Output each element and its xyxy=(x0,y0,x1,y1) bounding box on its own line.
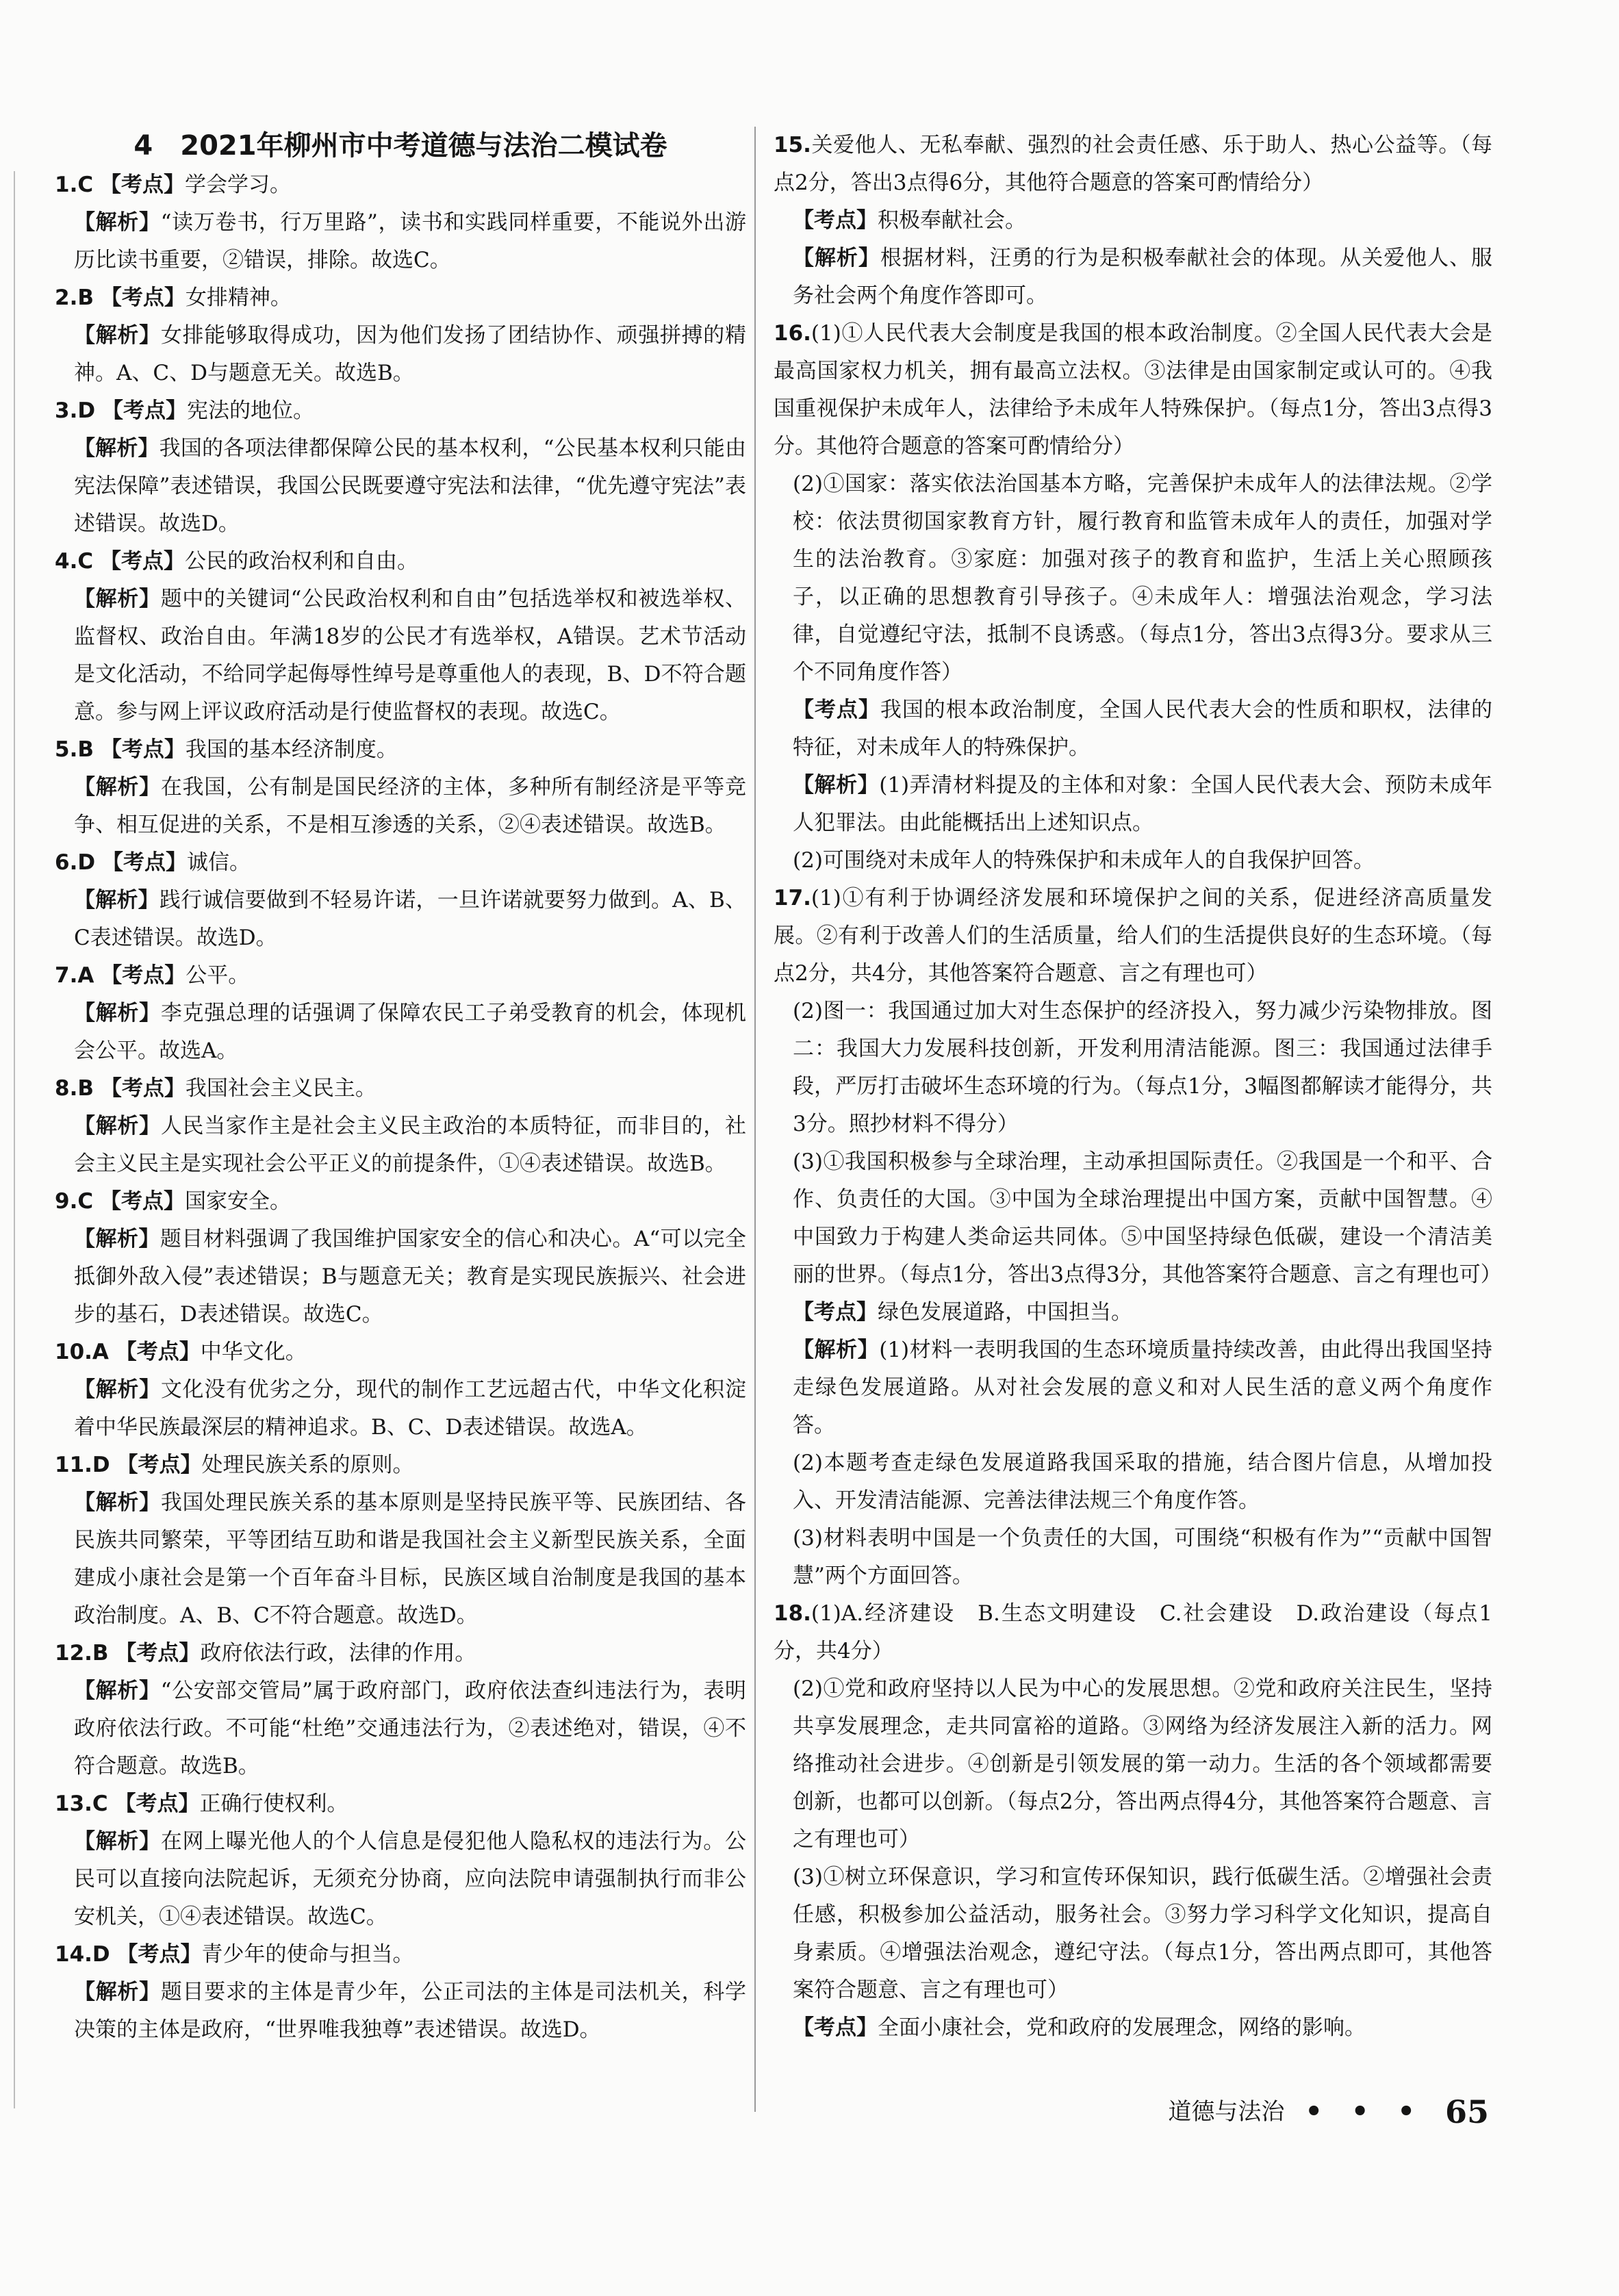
kaodian-tag: 【考点】 xyxy=(100,285,186,310)
kaodian-text: 公民的政治权利和自由。 xyxy=(184,549,418,574)
analysis-text: 在我国，公有制是国民经济的主体，多种所有制经济是平等竞争、相互促进的关系，不是相互渗透的关系，②④表述错误。故选B。 xyxy=(74,775,747,837)
answer-item xyxy=(55,731,746,844)
analysis-tag: 【解析】 xyxy=(74,775,161,800)
analysis-text: 人民当家作主是社会主义民主政治的本质特征，而非目的，社会主义民主是实现社会公平正义的前提条件，①④表述错误。故选B。 xyxy=(74,1114,747,1176)
answer-line-text: (2)本题考查走绿色发展道路我国采取的措施，结合图片信息，从增加投入、开发清洁能源、完善法律法规三个角度作答。 xyxy=(793,1451,1492,1513)
answer-item xyxy=(774,127,1492,315)
analysis-line xyxy=(55,581,746,731)
kaodian-tag: 【考点】 xyxy=(100,1076,186,1101)
analysis-line xyxy=(55,1371,746,1446)
answer-line xyxy=(774,1670,1492,1859)
answer-intro: (1)①人民代表大会制度是我国的根本政治制度。②全国人民代表大会是最高国家权力机关，拥有最高立法权。③法律是由国家制定或认可的。④我国重视保护未成年人，法律给予未成年人特殊保护。（每点1分，答出3点得3分。其他符合题意的答案可酌情给分） xyxy=(774,321,1492,459)
answer-line-text: 绿色发展道路，中国担当。 xyxy=(878,1300,1132,1325)
answer-head xyxy=(55,731,746,769)
answer-line xyxy=(774,2009,1492,2047)
analysis-line xyxy=(55,882,746,957)
analysis-line xyxy=(55,1484,746,1635)
answer-number: 6.D xyxy=(55,850,96,875)
answer-line-text: (2)可围绕对未成年人的特殊保护和未成年人的自我保护回答。 xyxy=(793,848,1375,873)
answer-line-text: (2)①党和政府坚持以人民为中心的发展思想。②党和政府关注民生，坚持共享发展理念，走共同富裕的道路。③网络为经济发展注入新的活力。网络推动社会进步。④创新是引领发展的第一动力。生活的各个领域都需要创新，也都可以创新。（每点2分，答出两点得4分，其他答案符合题意、言之有理也可） xyxy=(793,1676,1492,1852)
analysis-tag: 【解析】 xyxy=(74,1001,161,1025)
answer-line xyxy=(774,993,1492,1143)
answer-line xyxy=(774,240,1492,315)
left-answer-list xyxy=(55,166,746,2049)
answer-item xyxy=(55,543,746,731)
answer-item xyxy=(55,1785,746,1936)
analysis-text: 题中的关键词“公民政治权利和自由”包括选举权和被选举权、监督权、政治自由。年满18岁的公民才有选举权，A错误。艺术节活动是文化活动，不给同学起侮辱性绰号是尊重他人的表现，B、D不符合题意。参与网上评议政府活动是行使监督权的表现。故选C。 xyxy=(74,587,746,724)
answer-head xyxy=(55,1334,746,1371)
answer-line-text: 根据材料，汪勇的行为是积极奉献社会的体现。从关爱他人、服务社会两个角度作答即可。 xyxy=(793,246,1493,308)
answer-line-text: 我国的根本政治制度，全国人民代表大会的性质和职权，法律的特征，对未成年人的特殊保护。 xyxy=(793,698,1493,760)
answer-item xyxy=(55,166,746,279)
answer-number: 4.C xyxy=(55,549,94,574)
answer-line-text: 全面小康社会，党和政府的发展理念，网络的影响。 xyxy=(878,2015,1366,2040)
answer-head xyxy=(774,127,1492,202)
answer-head xyxy=(55,1785,746,1823)
kaodian-tag: 【考点】 xyxy=(99,549,185,574)
analysis-tag: 【解析】 xyxy=(74,587,161,611)
analysis-tag: 【解析】 xyxy=(74,1227,160,1251)
answer-head xyxy=(55,279,746,317)
answer-item xyxy=(55,1446,746,1635)
kaodian-text: 正确行使权利。 xyxy=(199,1791,348,1816)
kaodian-tag: 【考点】 xyxy=(115,1340,201,1364)
answer-line xyxy=(774,1294,1492,1331)
footer-subject: 道德与法治 xyxy=(1168,2098,1285,2126)
kaodian-text: 处理民族关系的原则。 xyxy=(201,1453,414,1477)
analysis-text: 文化没有优劣之分，现代的制作工艺远超古代，中华文化积淀着中华民族最深层的精神追求。B、C、D表述错误。故选A。 xyxy=(74,1377,747,1440)
kaodian-tag: 【考点】 xyxy=(116,1942,202,1967)
analysis-line xyxy=(55,1974,746,2049)
answer-line xyxy=(774,1444,1492,1520)
analysis-line xyxy=(55,1108,746,1183)
answer-item xyxy=(55,392,746,543)
answer-head xyxy=(55,1446,746,1484)
kaodian-text: 我国社会主义民主。 xyxy=(185,1076,377,1101)
kaodian-text: 女排精神。 xyxy=(185,285,292,310)
page-number: 65 xyxy=(1444,2093,1489,2130)
page-title: 4 2021年柳州市中考道德与法治二模试卷 xyxy=(133,130,667,162)
analysis-text: 女排能够取得成功，因为他们发扬了团结协作、顽强拼搏的精神。A、C、D与题意无关。故选B。 xyxy=(74,323,747,385)
answer-line xyxy=(774,767,1492,842)
analysis-text: “公安部交管局”属于政府部门，政府依法查纠违法行为，表明政府依法行政。不可能“杜绝”交通违法行为，②表述绝对，错误，④不符合题意。故选B。 xyxy=(74,1679,746,1778)
answer-line xyxy=(774,1143,1502,1294)
answer-intro: (1)①有利于协调经济发展和环境保护之间的关系，促进经济高质量发展。②有利于改善人们的生活质量，给人们的生活提供良好的生态环境。（每点2分，共4分，其他答案符合题意、言之有理也可） xyxy=(774,886,1492,986)
answer-item xyxy=(774,315,1492,880)
answer-line-text: 积极奉献社会。 xyxy=(878,208,1026,233)
analysis-tag: 【解析】 xyxy=(74,1490,161,1515)
analysis-line xyxy=(55,430,746,543)
kaodian-tag: 【考点】 xyxy=(114,1791,200,1816)
answer-number: 16. xyxy=(774,321,811,346)
answer-line-tag: 【解析】 xyxy=(793,1338,880,1362)
answer-head xyxy=(774,880,1492,993)
analysis-line xyxy=(55,317,746,392)
answer-head xyxy=(55,392,746,430)
kaodian-tag: 【考点】 xyxy=(116,1453,202,1477)
analysis-line xyxy=(55,995,746,1070)
answer-number: 2.B xyxy=(55,285,94,310)
analysis-tag: 【解析】 xyxy=(74,1829,161,1854)
answer-line-tag: 【考点】 xyxy=(793,1300,878,1325)
answer-line xyxy=(774,691,1492,767)
kaodian-tag: 【考点】 xyxy=(115,1641,201,1666)
left-margin-rule xyxy=(14,171,15,2108)
answer-head xyxy=(774,1595,1492,1670)
answer-number: 3.D xyxy=(55,398,96,423)
answer-number: 12.B xyxy=(55,1641,109,1666)
kaodian-tag: 【考点】 xyxy=(101,850,187,875)
analysis-text: 在网上曝光他人的个人信息是侵犯他人隐私权的违法行为。公民可以直接向法院起诉，无须充分协商，应向法院申请强制执行而非公安机关，①④表述错误。故选C。 xyxy=(74,1829,747,1929)
answer-head xyxy=(55,957,746,995)
analysis-tag: 【解析】 xyxy=(74,323,161,348)
answer-head xyxy=(55,844,746,882)
answer-line-text: (1)材料一表明我国的生态环境质量持续改善，由此得出我国坚持走绿色发展道路。从对社会发展的意义和对人民生活的意义两个角度作答。 xyxy=(793,1338,1493,1438)
answer-item xyxy=(55,1334,746,1446)
kaodian-text: 青少年的使命与担当。 xyxy=(201,1942,414,1967)
answer-number: 8.B xyxy=(55,1076,94,1101)
analysis-text: 我国处理民族关系的基本原则是坚持民族平等、民族团结、各民族共同繁荣，平等团结互助和谐是我国社会主义新型民族关系，全面建成小康社会是第一个百年奋斗目标，民族区域自治制度是我国的基本政治制度。A、B、C不符合题意。故选D。 xyxy=(74,1490,747,1628)
analysis-tag: 【解析】 xyxy=(74,1377,161,1402)
answer-head xyxy=(774,315,1492,465)
analysis-text: 题目材料强调了我国维护国家安全的信心和决心。A“可以完全抵御外敌入侵”表述错误；B与题意无关；教育是实现民族振兴、社会进步的基石，D表述错误。故选C。 xyxy=(74,1227,747,1327)
kaodian-text: 政府依法行政，法律的作用。 xyxy=(200,1641,476,1666)
answer-intro: (1)A.经济建设 B.生态文明建设 C.社会建设 D.政治建设（每点1分，共4分） xyxy=(774,1601,1492,1663)
answer-head xyxy=(55,1936,746,1974)
answer-line xyxy=(774,842,1492,880)
answer-number: 7.A xyxy=(55,963,94,988)
analysis-tag: 【解析】 xyxy=(74,888,160,913)
answer-line xyxy=(774,1331,1492,1444)
footer-dots: • • • xyxy=(1305,2095,1425,2128)
left-column xyxy=(55,127,746,2049)
answer-line xyxy=(774,1520,1492,1595)
analysis-text: 我国的各项法律都保障公民的基本权利，“公民基本权利只能由宪法保障”表述错误，我国公民既要遵守宪法和法律，“优先遵守宪法”表述错误。故选D。 xyxy=(74,436,746,536)
answer-head xyxy=(55,166,746,204)
answer-line xyxy=(774,465,1492,691)
kaodian-tag: 【考点】 xyxy=(101,963,186,988)
kaodian-text: 诚信。 xyxy=(186,850,251,875)
answer-item xyxy=(55,1936,746,2049)
answer-item xyxy=(55,279,746,392)
answer-line-tag: 【解析】 xyxy=(793,773,880,798)
column-divider xyxy=(754,127,756,2112)
answer-item xyxy=(774,880,1502,1595)
answer-number: 11.D xyxy=(55,1453,110,1477)
answer-line-text: (3)①我国积极参与全球治理，主动承担国际责任。②我国是一个和平、合作、负责任的大国。③中国为全球治理提出中国方案，贡献中国智慧。④中国致力于构建人类命运共同体。⑤中国坚持绿色低碳，建设一个清洁美丽的世界。（每点1分，答出3点得3分，其他答案符合题意、言之有理也可） xyxy=(793,1149,1502,1287)
answer-item xyxy=(55,844,746,957)
answer-number: 5.B xyxy=(55,737,94,762)
answer-line-text: (2)①国家：落实依法治国基本方略，完善保护未成年人的法律法规。②学校：依法贯彻国家教育方针，履行教育和监管未成年人的责任，加强对学生的法治教育。③家庭：加强对孩子的教育和监护，生活上关心照顾孩子，以正确的思想教育引导孩子。④未成年人：增强法治观念，学习法律，自觉遵纪守法，抵制不良诱惑。（每点1分，答出3点得3分。要求从三个不同角度作答） xyxy=(793,472,1492,685)
answer-item xyxy=(55,957,746,1070)
answer-number: 14.D xyxy=(55,1942,110,1967)
answer-line-text: (3)材料表明中国是一个负责任的大国，可围绕“积极有作为”“贡献中国智慧”两个方面回答。 xyxy=(793,1526,1492,1588)
analysis-tag: 【解析】 xyxy=(74,1980,161,2004)
analysis-line xyxy=(55,769,746,844)
answer-line-text: (2)图一：我国通过加大对生态保护的经济投入，努力减少污染物排放。图二：我国大力发展科技创新，开发利用清洁能源。图三：我国通过法律手段，严厉打击破坏生态环境的行为。（每点1分，3幅图都解读才能得分，共3分。照抄材料不得分） xyxy=(793,999,1492,1136)
answer-head xyxy=(55,1070,746,1108)
answer-number: 10.A xyxy=(55,1340,109,1364)
analysis-tag: 【解析】 xyxy=(74,436,160,461)
kaodian-text: 公平。 xyxy=(186,963,250,988)
answer-number: 1.C xyxy=(55,173,94,197)
answer-line-tag: 【考点】 xyxy=(793,2015,878,2040)
page-footer xyxy=(1168,2095,1489,2129)
analysis-text: 李克强总理的话强调了保障农民工子弟受教育的机会，体现机会公平。故选A。 xyxy=(74,1001,747,1063)
answer-intro: 关爱他人、无私奉献、强烈的社会责任感、乐于助人、热心公益等。（每点2分，答出3点得6分，其他符合题意的答案可酌情给分） xyxy=(774,133,1492,195)
answer-number: 18. xyxy=(774,1601,811,1626)
answer-line-text: (1)弄清材料提及的主体和对象：全国人民代表大会、预防未成年人犯罪法。由此能概括出上述知识点。 xyxy=(793,773,1493,835)
answer-item xyxy=(55,1635,746,1785)
answer-line-text: (3)①树立环保意识，学习和宣传环保知识，践行低碳生活。②增强社会责任感，积极参加公益活动，服务社会。③努力学习科学文化知识，提高自身素质。④增强法治观念，遵纪守法。（每点1分，答出两点即可，其他答案符合题意、言之有理也可） xyxy=(793,1865,1492,2002)
right-answer-list xyxy=(774,127,1502,2047)
kaodian-tag: 【考点】 xyxy=(99,1189,185,1214)
answer-head xyxy=(55,1183,746,1221)
analysis-line xyxy=(55,204,746,279)
analysis-text: “读万卷书，行万里路”，读书和实践同样重要，不能说外出游历比读书重要，②错误，排除。故选C。 xyxy=(74,210,746,272)
kaodian-text: 中华文化。 xyxy=(200,1340,307,1364)
kaodian-text: 学会学习。 xyxy=(184,173,291,197)
kaodian-text: 我国的基本经济制度。 xyxy=(185,737,398,762)
kaodian-tag: 【考点】 xyxy=(99,173,185,197)
analysis-tag: 【解析】 xyxy=(74,1679,161,1703)
answer-number: 9.C xyxy=(55,1189,94,1214)
kaodian-tag: 【考点】 xyxy=(101,398,187,423)
analysis-line xyxy=(55,1221,746,1334)
answer-line-tag: 【解析】 xyxy=(793,246,880,270)
answer-line-tag: 【考点】 xyxy=(793,698,880,722)
answer-number: 13.C xyxy=(55,1791,108,1816)
answer-line xyxy=(774,1859,1492,2009)
answer-item xyxy=(55,1183,746,1334)
answer-item xyxy=(55,1070,746,1183)
analysis-tag: 【解析】 xyxy=(74,210,161,235)
kaodian-text: 宪法的地位。 xyxy=(186,398,314,423)
right-column xyxy=(774,127,1502,2047)
analysis-tag: 【解析】 xyxy=(74,1114,161,1138)
analysis-text: 题目要求的主体是青少年，公正司法的主体是司法机关，科学决策的主体是政府，“世界唯我独尊”表述错误。故选D。 xyxy=(74,1980,747,2042)
answer-line-tag: 【考点】 xyxy=(793,208,878,233)
answer-number: 15. xyxy=(774,133,811,157)
analysis-text: 践行诚信要做到不轻易许诺，一旦许诺就要努力做到。A、B、C表述错误。故选D。 xyxy=(74,888,747,950)
answer-number: 17. xyxy=(774,886,811,910)
kaodian-text: 国家安全。 xyxy=(184,1189,291,1214)
answer-head xyxy=(55,1635,746,1672)
answer-head xyxy=(55,543,746,581)
analysis-line xyxy=(55,1672,746,1785)
answer-item xyxy=(774,1595,1492,2047)
kaodian-tag: 【考点】 xyxy=(100,737,186,762)
analysis-line xyxy=(55,1823,746,1936)
answer-line xyxy=(774,202,1492,240)
